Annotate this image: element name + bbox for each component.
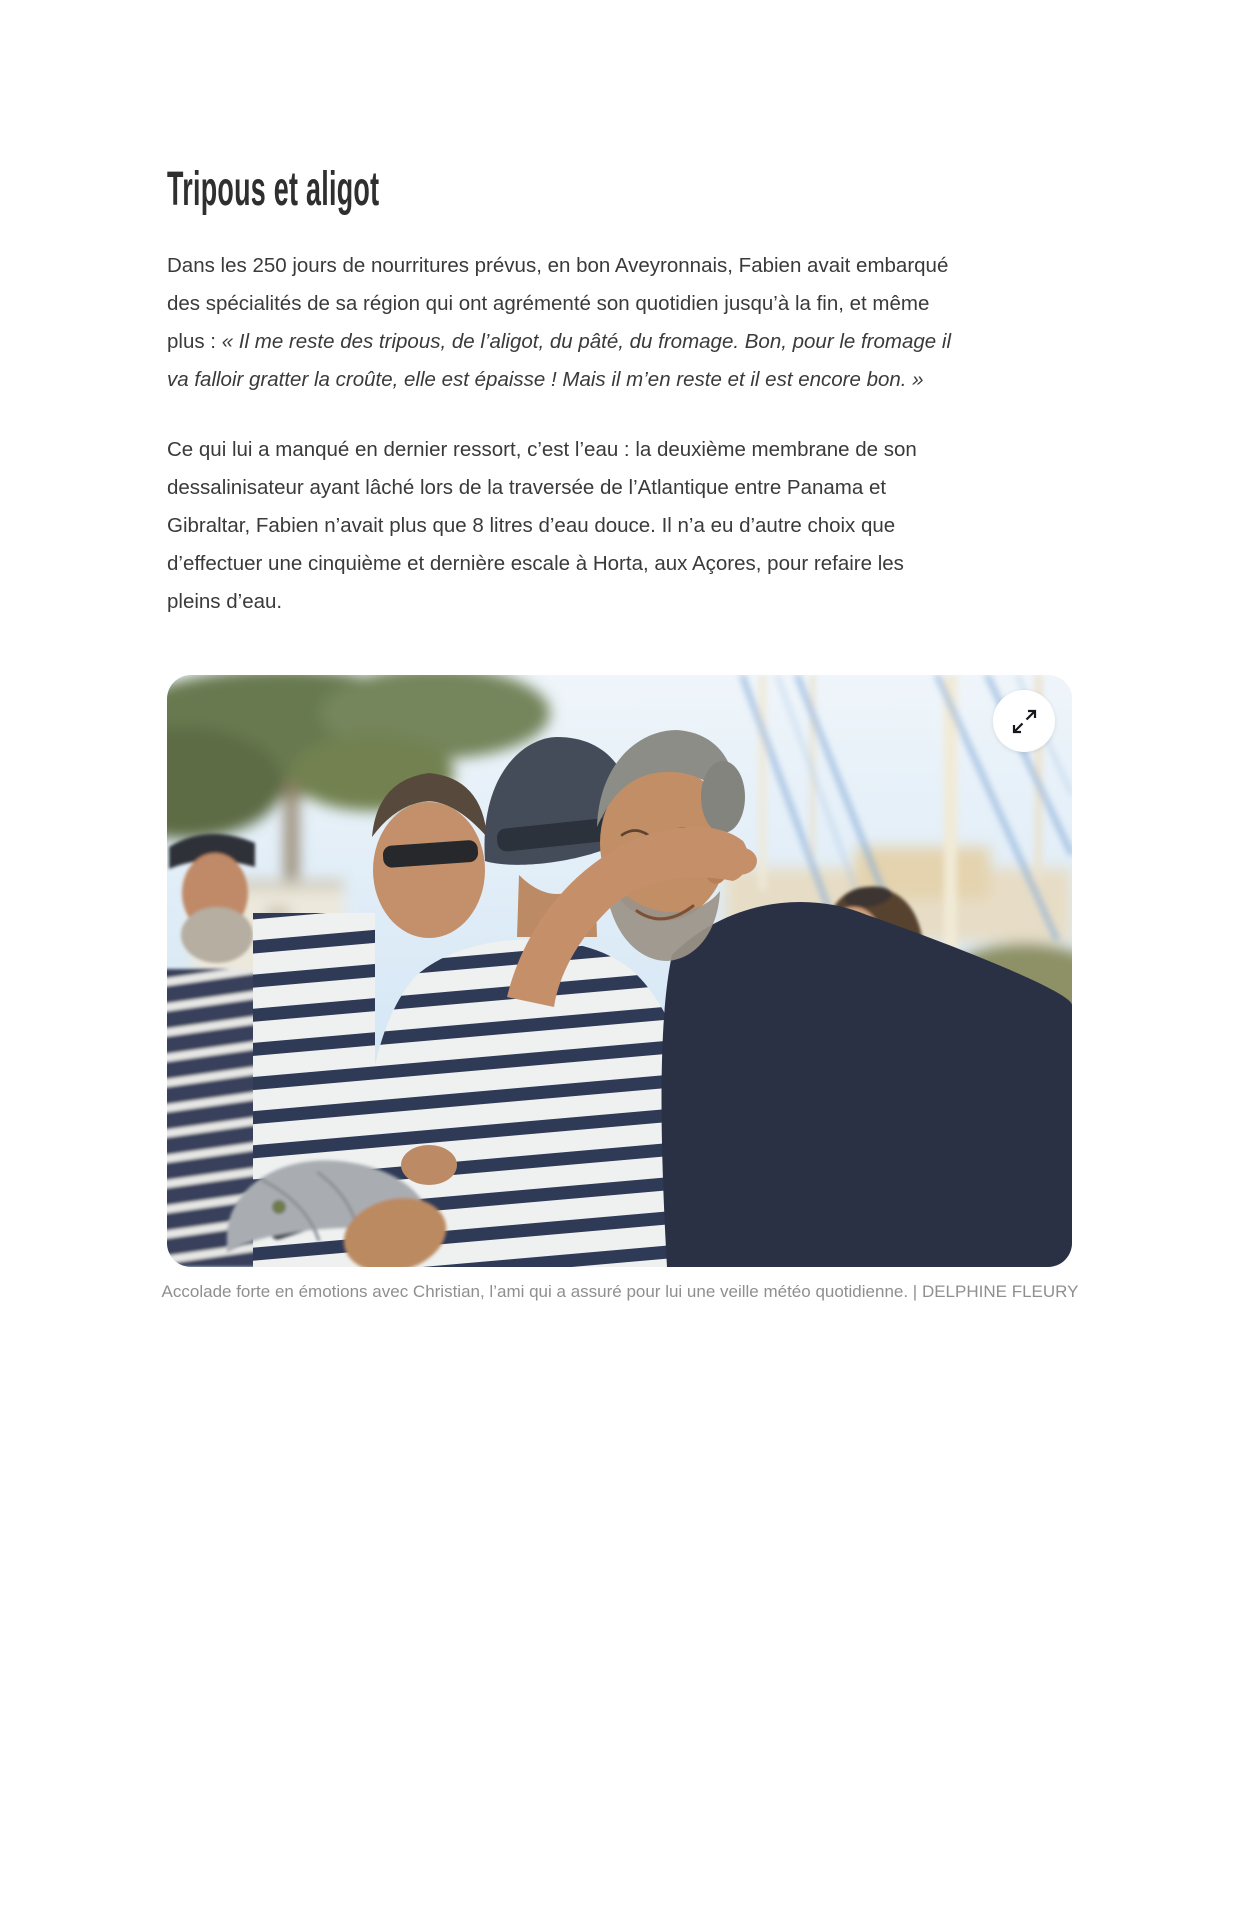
article-photo[interactable] xyxy=(167,675,1072,1267)
paragraph-1 xyxy=(167,247,957,399)
section-heading-text: Tripous et aligot xyxy=(167,163,380,216)
paragraph-2 xyxy=(167,431,957,621)
section-heading xyxy=(167,163,1072,216)
article-photo-illustration xyxy=(167,675,1072,1267)
expand-button[interactable] xyxy=(993,690,1055,752)
photo-caption: Accolade forte en émotions avec Christian, l’ami qui a assuré pour lui une veille météo quotidienne. | DELPHINE FLEURY xyxy=(161,1282,1079,1301)
paragraph-2-lead: Ce qui lui a manqué en dernier ressort, c’est l’eau : la deuxième membrane de son dessalinisateur ayant lâché lors de la traversée de l’Atlantique entre Panama et Gibraltar, Fabien n’avait plus que 8 litres d’eau douce. Il n’a eu d’autre choix que d’effectuer une cinquième et dernière escale à Horta, aux Açores, pour refaire les pleins d’eau. xyxy=(167,438,917,613)
expand-icon xyxy=(1011,708,1038,735)
sunglasses-man-figure xyxy=(372,773,487,938)
article-content xyxy=(161,163,1079,1304)
paragraph-1-lead: Dans les 250 jours de nourritures prévus, en bon Aveyronnais, Fabien avait embarqué des spécialités de sa région qui ont agrémenté son quotidien jusqu’à la fin, et même plus : xyxy=(167,254,949,353)
paragraph-1-quote: « Il me reste des tripous, de l’aligot, du pâté, du fromage. Bon, pour le fromage il va falloir gratter la croûte, elle est épaisse ! Mais il m’en reste et il est encore bon. » xyxy=(167,330,951,391)
article-figure xyxy=(161,675,1079,1304)
